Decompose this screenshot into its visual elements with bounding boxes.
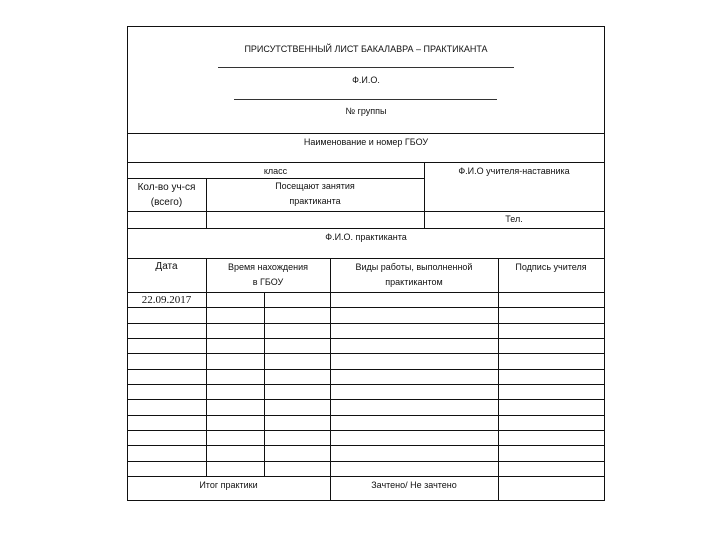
- date-cell[interactable]: 22.09.2017: [141, 294, 192, 306]
- border: [127, 500, 605, 501]
- divider: [206, 258, 207, 476]
- row-divider: [127, 476, 605, 477]
- col-work-header: Виды работы, выполненной: [355, 262, 473, 272]
- divider: [127, 162, 605, 163]
- phone-label: Тел.: [505, 214, 523, 224]
- row-divider: [127, 323, 605, 324]
- class-label: класс: [263, 166, 288, 176]
- row-divider: [127, 353, 605, 354]
- mentor-label: Ф.И.О учителя-наставника: [458, 166, 570, 176]
- students-total-label: Кол-во уч-ся: [137, 182, 196, 193]
- students-total-label-2: (всего): [150, 197, 183, 208]
- fio-blank-line: [218, 67, 514, 68]
- row-divider: [127, 307, 605, 308]
- attend-label: Посещают занятия: [275, 181, 355, 191]
- row-divider: [127, 415, 605, 416]
- divider: [498, 258, 499, 500]
- attend-label-2: практиканта: [289, 196, 341, 206]
- row-divider: [127, 338, 605, 339]
- group-label: № группы: [345, 106, 387, 116]
- row-divider: [127, 445, 605, 446]
- row-divider: [127, 369, 605, 370]
- border: [127, 26, 605, 27]
- col-time-header-2: в ГБОУ: [252, 277, 284, 287]
- group-blank-line: [234, 99, 497, 100]
- trainee-fio-label: Ф.И.О. практиканта: [325, 232, 407, 242]
- row-divider: [127, 384, 605, 385]
- row-divider: [127, 399, 605, 400]
- divider: [127, 133, 605, 134]
- school-name-label: Наименование и номер ГБОУ: [303, 137, 429, 147]
- fio-label: Ф.И.О.: [352, 75, 380, 85]
- col-work-header-2: практикантом: [385, 277, 443, 287]
- row-divider: [127, 430, 605, 431]
- col-date-header: Дата: [155, 261, 178, 272]
- passed-label: Зачтено/ Не зачтено: [371, 480, 457, 490]
- divider: [127, 228, 605, 229]
- divider: [330, 258, 331, 500]
- result-label: Итог практики: [199, 480, 258, 490]
- col-time-header: Время нахождения: [227, 262, 308, 272]
- document-title: ПРИСУТСТВЕННЫЙ ЛИСТ БАКАЛАВРА – ПРАКТИКАНТА: [244, 44, 488, 54]
- col-signature-header: Подпись учителя: [515, 262, 587, 272]
- row-divider: [127, 461, 605, 462]
- divider: [127, 258, 605, 259]
